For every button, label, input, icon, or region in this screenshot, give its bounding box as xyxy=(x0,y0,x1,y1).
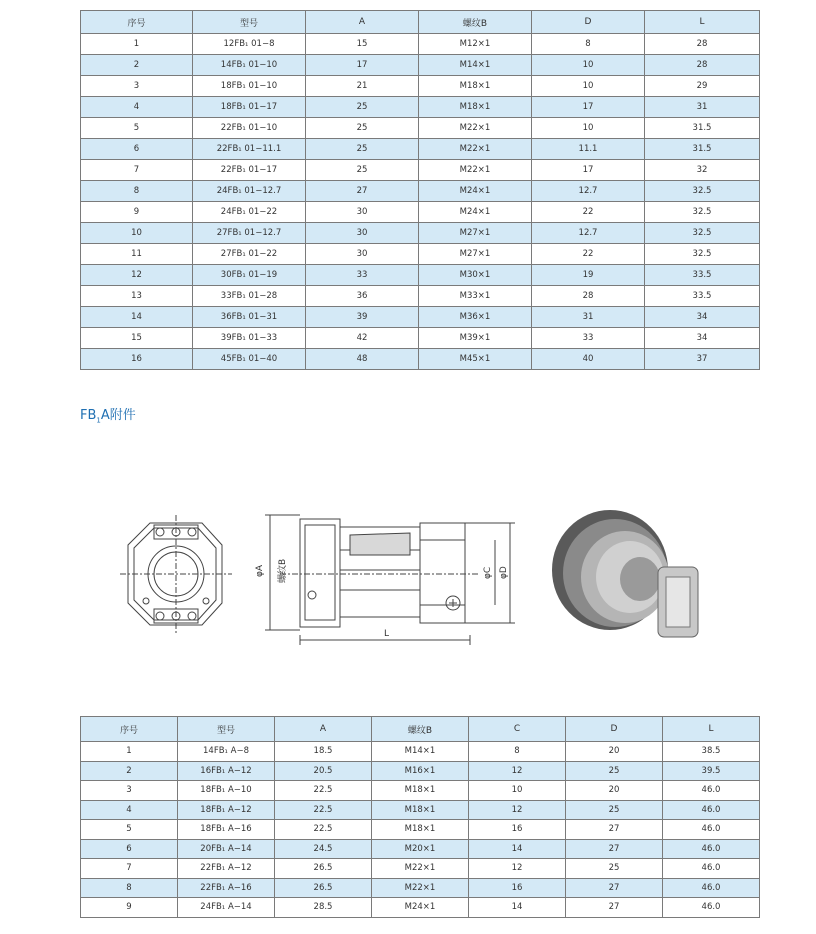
column-header: D xyxy=(566,717,663,742)
table-row xyxy=(81,349,760,370)
table-row xyxy=(81,328,760,349)
table-cell: 12FB₁ 01−8 xyxy=(193,34,306,55)
table-cell: 16FB₁ A−12 xyxy=(178,761,275,781)
table-cell: 10 xyxy=(532,118,645,139)
table-cell: 15 xyxy=(306,34,419,55)
table-cell: 10 xyxy=(532,76,645,97)
table-cell: 22FB₁ A−12 xyxy=(178,859,275,879)
table-cell: 5 xyxy=(81,118,193,139)
spec-table-1 xyxy=(80,10,760,370)
table-cell: 33.5 xyxy=(645,265,760,286)
table-cell: 25 xyxy=(306,160,419,181)
table-row xyxy=(81,202,760,223)
table-cell: 45FB₁ 01−40 xyxy=(193,349,306,370)
table-row xyxy=(81,265,760,286)
table-cell: 34 xyxy=(645,307,760,328)
table-cell: M22×1 xyxy=(419,139,532,160)
table-cell: 30FB₁ 01−19 xyxy=(193,265,306,286)
table-row xyxy=(81,34,760,55)
table-cell: 27 xyxy=(566,878,663,898)
table-row xyxy=(81,859,760,879)
table-cell: 28 xyxy=(645,55,760,76)
table-cell: 20FB₁ A−14 xyxy=(178,839,275,859)
table-cell: 31 xyxy=(645,97,760,118)
table-cell: 14 xyxy=(81,307,193,328)
table-row xyxy=(81,800,760,820)
table-cell: 42 xyxy=(306,328,419,349)
table-cell: 31 xyxy=(532,307,645,328)
table-row xyxy=(81,160,760,181)
table-row xyxy=(81,118,760,139)
table-cell: 32 xyxy=(645,160,760,181)
table-cell: 4 xyxy=(81,800,178,820)
table-cell: 16 xyxy=(469,820,566,840)
table-cell: 14 xyxy=(469,839,566,859)
table-cell: 30 xyxy=(306,223,419,244)
table-cell: 19 xyxy=(532,265,645,286)
table-cell: M22×1 xyxy=(372,878,469,898)
table-cell: 33 xyxy=(532,328,645,349)
table-cell: 12 xyxy=(81,265,193,286)
section-title-sub: 1 xyxy=(96,416,101,425)
table-cell: 33.5 xyxy=(645,286,760,307)
spec-table-2 xyxy=(80,716,760,918)
table-cell: 22 xyxy=(532,244,645,265)
table-cell: 27FB₁ 01−12.7 xyxy=(193,223,306,244)
table-cell: 14FB₁ A−8 xyxy=(178,742,275,762)
connector-photo xyxy=(552,510,698,637)
table-row xyxy=(81,781,760,801)
table-row xyxy=(81,878,760,898)
table-cell: M14×1 xyxy=(372,742,469,762)
table-cell: 32.5 xyxy=(645,223,760,244)
table-cell: 39FB₁ 01−33 xyxy=(193,328,306,349)
table-cell: 37 xyxy=(645,349,760,370)
table-cell: 17 xyxy=(532,160,645,181)
table-cell: 20 xyxy=(566,742,663,762)
table-row xyxy=(81,244,760,265)
table-cell: 24FB₁ 01−12.7 xyxy=(193,181,306,202)
table-cell: 30 xyxy=(306,244,419,265)
table-cell: 18FB₁ 01−17 xyxy=(193,97,306,118)
table-cell: M27×1 xyxy=(419,223,532,244)
table-header-row xyxy=(81,11,760,34)
table-cell: M12×1 xyxy=(419,34,532,55)
column-header: 型号 xyxy=(178,717,275,742)
front-view-drawing xyxy=(120,515,232,633)
label-thread-b: 螺纹B xyxy=(278,558,288,583)
table-cell: 18FB₁ A−10 xyxy=(178,781,275,801)
column-header: D xyxy=(532,11,645,34)
table-cell: 10 xyxy=(532,55,645,76)
table-row xyxy=(81,742,760,762)
table-cell: 27 xyxy=(566,898,663,918)
table-cell: 15 xyxy=(81,328,193,349)
table-cell: M36×1 xyxy=(419,307,532,328)
table-cell: M24×1 xyxy=(372,898,469,918)
table-cell: 6 xyxy=(81,139,193,160)
table-cell: 33 xyxy=(306,265,419,286)
table-row xyxy=(81,76,760,97)
table-cell: 24FB₁ 01−22 xyxy=(193,202,306,223)
table-cell: 16 xyxy=(81,349,193,370)
table-cell: M33×1 xyxy=(419,286,532,307)
table-cell: 48 xyxy=(306,349,419,370)
table-cell: 26.5 xyxy=(275,878,372,898)
table-cell: 12.7 xyxy=(532,223,645,244)
table-cell: 18FB₁ A−16 xyxy=(178,820,275,840)
table-cell: 18.5 xyxy=(275,742,372,762)
table-cell: 22.5 xyxy=(275,800,372,820)
table-row xyxy=(81,139,760,160)
table-cell: 32.5 xyxy=(645,202,760,223)
table-cell: 14 xyxy=(469,898,566,918)
table-cell: M14×1 xyxy=(419,55,532,76)
table-cell: 18FB₁ A−12 xyxy=(178,800,275,820)
table-row xyxy=(81,839,760,859)
table-cell: 31.5 xyxy=(645,139,760,160)
table-row xyxy=(81,55,760,76)
table-cell: M30×1 xyxy=(419,265,532,286)
table-cell: 46.0 xyxy=(663,878,760,898)
table-cell: 31.5 xyxy=(645,118,760,139)
table-cell: 22.5 xyxy=(275,820,372,840)
connector-drawing xyxy=(110,495,710,665)
column-header: 序号 xyxy=(81,11,193,34)
table-cell: 11 xyxy=(81,244,193,265)
table-row xyxy=(81,898,760,918)
table-cell: 25 xyxy=(566,800,663,820)
table-cell: 46.0 xyxy=(663,839,760,859)
table-cell: 8 xyxy=(532,34,645,55)
table-cell: 3 xyxy=(81,781,178,801)
table-cell: 28 xyxy=(532,286,645,307)
table-row xyxy=(81,223,760,244)
label-l: L xyxy=(384,629,390,639)
table-cell: 38.5 xyxy=(663,742,760,762)
column-header: A xyxy=(306,11,419,34)
table-cell: 9 xyxy=(81,202,193,223)
table-cell: 25 xyxy=(306,118,419,139)
table-cell: 27FB₁ 01−22 xyxy=(193,244,306,265)
table-cell: 28.5 xyxy=(275,898,372,918)
table-cell: 7 xyxy=(81,859,178,879)
table-cell: 4 xyxy=(81,97,193,118)
table-cell: M18×1 xyxy=(372,781,469,801)
table-cell: 6 xyxy=(81,839,178,859)
table-cell: M18×1 xyxy=(372,800,469,820)
table-cell: 24FB₁ A−14 xyxy=(178,898,275,918)
column-header: 型号 xyxy=(193,11,306,34)
table-cell: 26.5 xyxy=(275,859,372,879)
column-header: 螺纹B xyxy=(419,11,532,34)
table-cell: 14FB₁ 01−10 xyxy=(193,55,306,76)
table-cell: 46.0 xyxy=(663,820,760,840)
table-cell: 7 xyxy=(81,160,193,181)
table-cell: 39.5 xyxy=(663,761,760,781)
table-cell: 46.0 xyxy=(663,800,760,820)
table-cell: 25 xyxy=(306,139,419,160)
table-cell: 8 xyxy=(81,181,193,202)
table-cell: 22 xyxy=(532,202,645,223)
table-cell: 25 xyxy=(566,761,663,781)
section-title-suffix: A附件 xyxy=(100,408,136,423)
table-cell: M24×1 xyxy=(419,181,532,202)
table-cell: M22×1 xyxy=(372,859,469,879)
table-cell: 27 xyxy=(566,839,663,859)
table-cell: 5 xyxy=(81,820,178,840)
table-cell: 2 xyxy=(81,55,193,76)
table-cell: M45×1 xyxy=(419,349,532,370)
column-header: 序号 xyxy=(81,717,178,742)
table-row xyxy=(81,286,760,307)
table-cell: M18×1 xyxy=(372,820,469,840)
table-cell: 16 xyxy=(469,878,566,898)
table-cell: 24.5 xyxy=(275,839,372,859)
section-title xyxy=(80,404,136,425)
table-cell: 20.5 xyxy=(275,761,372,781)
column-header: L xyxy=(645,11,760,34)
table-cell: 27 xyxy=(306,181,419,202)
table-cell: M20×1 xyxy=(372,839,469,859)
table-cell: 12.7 xyxy=(532,181,645,202)
table-cell: M22×1 xyxy=(419,160,532,181)
table-cell: 1 xyxy=(81,742,178,762)
column-header: 螺纹B xyxy=(372,717,469,742)
table-cell: 33FB₁ 01−28 xyxy=(193,286,306,307)
label-phi-a: φA xyxy=(255,564,265,577)
table-cell: 32.5 xyxy=(645,181,760,202)
table-cell: 46.0 xyxy=(663,781,760,801)
table-cell: M18×1 xyxy=(419,97,532,118)
table-cell: M18×1 xyxy=(419,76,532,97)
table-cell: M16×1 xyxy=(372,761,469,781)
table-cell: 46.0 xyxy=(663,859,760,879)
table-row xyxy=(81,97,760,118)
table-cell: 32.5 xyxy=(645,244,760,265)
table-cell: 25 xyxy=(566,859,663,879)
table-cell: 13 xyxy=(81,286,193,307)
table-cell: 22.5 xyxy=(275,781,372,801)
table-cell: 29 xyxy=(645,76,760,97)
table-cell: 22FB₁ 01−10 xyxy=(193,118,306,139)
table-cell: 12 xyxy=(469,859,566,879)
table-cell: 39 xyxy=(306,307,419,328)
table-row xyxy=(81,181,760,202)
table-cell: 27 xyxy=(566,820,663,840)
table-cell: 2 xyxy=(81,761,178,781)
table-cell: 8 xyxy=(469,742,566,762)
table-cell: 12 xyxy=(469,761,566,781)
section-title-prefix: FB xyxy=(80,408,97,423)
table-cell: 30 xyxy=(306,202,419,223)
table-cell: 9 xyxy=(81,898,178,918)
table-cell: 36 xyxy=(306,286,419,307)
table-row xyxy=(81,307,760,328)
table-cell: 17 xyxy=(306,55,419,76)
table-cell: M27×1 xyxy=(419,244,532,265)
column-header: L xyxy=(663,717,760,742)
table-cell: 28 xyxy=(645,34,760,55)
table-cell: 11.1 xyxy=(532,139,645,160)
table-cell: 10 xyxy=(81,223,193,244)
table-cell: 1 xyxy=(81,34,193,55)
table-header-row xyxy=(81,717,760,742)
column-header: A xyxy=(275,717,372,742)
table-cell: M39×1 xyxy=(419,328,532,349)
table-row xyxy=(81,761,760,781)
table-cell: 20 xyxy=(566,781,663,801)
table-cell: 22FB₁ 01−11.1 xyxy=(193,139,306,160)
table-cell: 34 xyxy=(645,328,760,349)
label-phi-c: φC xyxy=(483,566,493,579)
table-cell: 46.0 xyxy=(663,898,760,918)
table-cell: 40 xyxy=(532,349,645,370)
table-cell: 36FB₁ 01−31 xyxy=(193,307,306,328)
table-cell: 12 xyxy=(469,800,566,820)
table-row xyxy=(81,820,760,840)
table-cell: M24×1 xyxy=(419,202,532,223)
table-cell: 3 xyxy=(81,76,193,97)
table-cell: 8 xyxy=(81,878,178,898)
side-view-drawing xyxy=(265,515,515,645)
table-cell: M22×1 xyxy=(419,118,532,139)
label-phi-d: φD xyxy=(499,566,509,579)
table-cell: 18FB₁ 01−10 xyxy=(193,76,306,97)
table-cell: 21 xyxy=(306,76,419,97)
table-cell: 22FB₁ 01−17 xyxy=(193,160,306,181)
table-cell: 22FB₁ A−16 xyxy=(178,878,275,898)
table-cell: 25 xyxy=(306,97,419,118)
table-cell: 17 xyxy=(532,97,645,118)
column-header: C xyxy=(469,717,566,742)
table-cell: 10 xyxy=(469,781,566,801)
